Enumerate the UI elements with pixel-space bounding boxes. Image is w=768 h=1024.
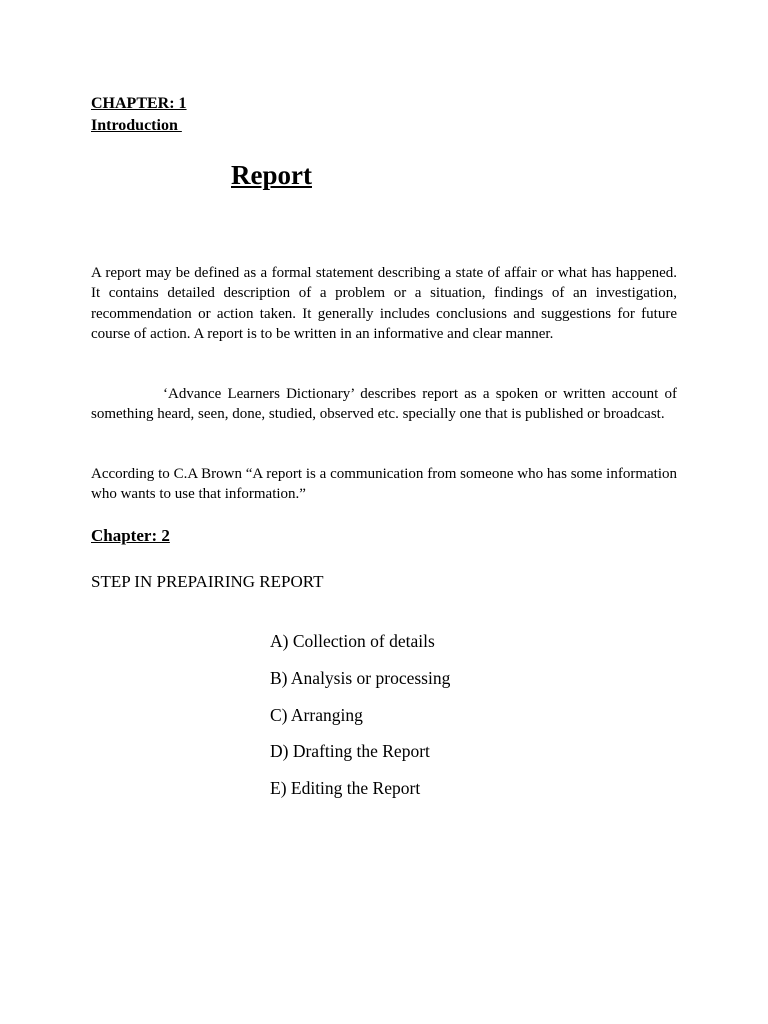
list-item: A) Collection of details bbox=[270, 631, 435, 651]
brown-quote-paragraph: According to C.A Brown “A report is a communication from someone who has some information who wants to use that information.” bbox=[91, 466, 677, 503]
list-item: D) Drafting the Report bbox=[270, 741, 430, 762]
chapter-1-subtitle: Introduction bbox=[91, 117, 182, 134]
chapter-2-label: Chapter: 2 bbox=[91, 526, 170, 545]
list-item: E) Editing the Report bbox=[270, 778, 421, 799]
definition-paragraph: A report may be defined as a formal statement describing a state of affair or what has happened. It contains detailed description of a problem or a situation, findings of an investigation, recommendation or action taken. It generally includes conclusions and suggestions for future course of action. A report is to be written in an informative and clear manner. bbox=[91, 265, 677, 342]
report-title: Report bbox=[231, 160, 312, 190]
chapter-1-label: CHAPTER: 1 bbox=[91, 95, 187, 112]
list-item: B) Analysis or processing bbox=[270, 667, 451, 688]
steps-list bbox=[270, 630, 450, 814]
steps-heading: STEP IN PREPAIRING REPORT bbox=[91, 572, 324, 591]
dictionary-paragraph: ‘Advance Learners Dictionary’ describes report as a spoken or written account of something heard, seen, done, studied, observed etc. specially one that is published or broadcast. bbox=[91, 386, 677, 423]
list-item: C) Arranging bbox=[270, 704, 363, 725]
